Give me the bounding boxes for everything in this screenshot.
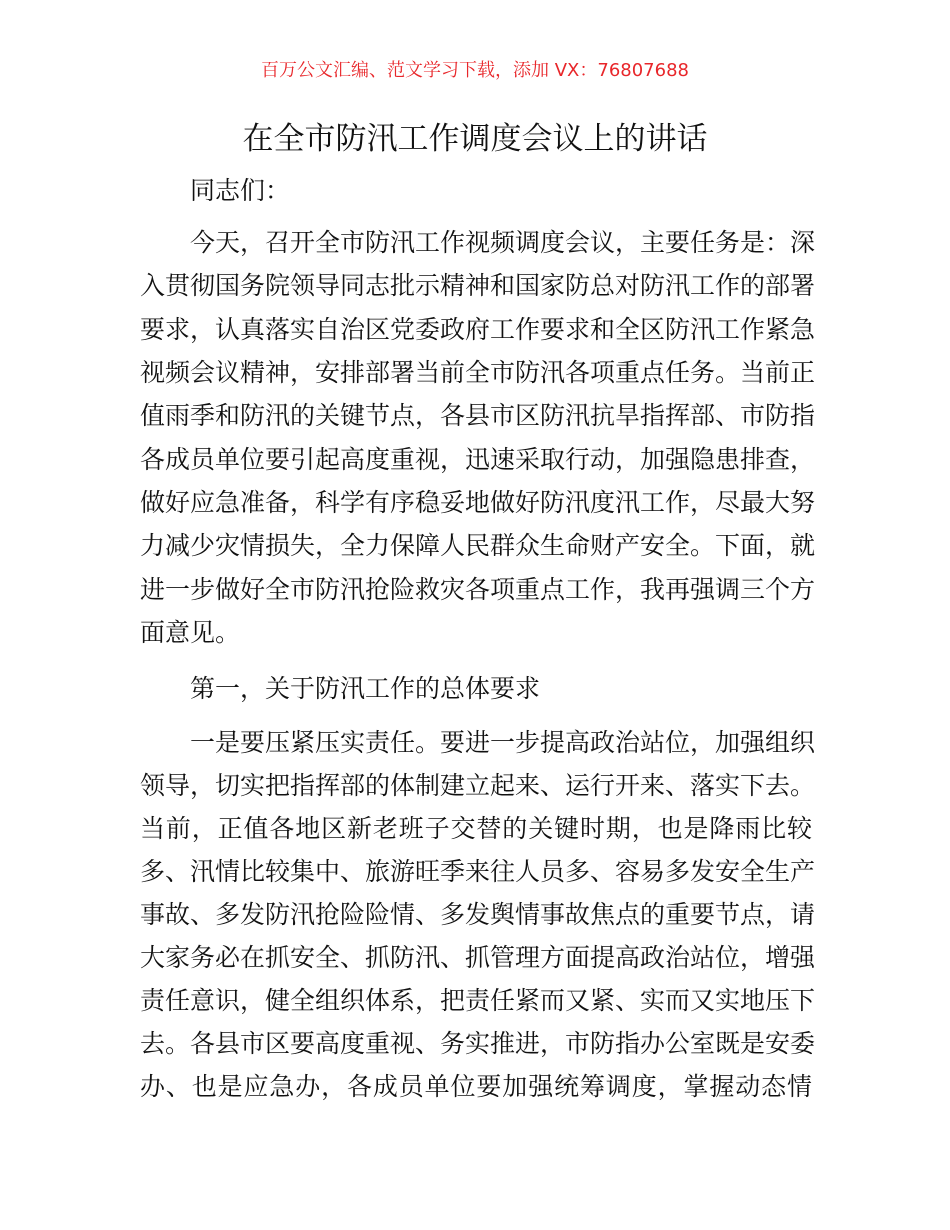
paragraph-line: 今天，召开全市防汛工作视频调度会议，主要任务是：深 — [190, 228, 816, 257]
watermark-header: 百万公文汇编、范文学习下载，添加 VX：76807688 — [261, 60, 689, 81]
paragraph-line: 一是要压紧压实责任。要进一步提高政治站位，加强组织 — [190, 728, 816, 757]
paragraph-line: 入贯彻国务院领导同志批示精神和国家防总对防汛工作的部署 — [140, 271, 816, 300]
paragraph-line: 事故、多发防汛抢险险情、多发舆情事故焦点的重要节点，请 — [140, 900, 816, 929]
paragraph-line: 去。各县市区要高度重视、务实推进，市防指办公室既是安委 — [140, 1029, 816, 1058]
paragraph-line: 做好应急准备，科学有序稳妥地做好防汛度汛工作，尽最大努 — [140, 488, 816, 517]
paragraph-line: 办、也是应急办，各成员单位要加强统筹调度，掌握动态情 — [140, 1072, 812, 1101]
paragraph-line: 责任意识，健全组织体系，把责任紧而又紧、实而又实地压下 — [140, 986, 816, 1015]
paragraph-line: 各成员单位要引起高度重视，迅速采取行动，加强隐患排查， — [140, 445, 816, 474]
salutation: 同志们： — [190, 176, 291, 205]
document-title: 在全市防汛工作调度会议上的讲话 — [242, 121, 708, 157]
paragraph-line: 多、汛情比较集中、旅游旺季来往人员多、容易多发安全生产 — [140, 857, 816, 886]
paragraph-line: 大家务必在抓安全、抓防汛、抓管理方面提高政治站位，增强 — [140, 943, 816, 972]
paragraph-line: 进一步做好全市防汛抢险救灾各项重点工作，我再强调三个方 — [140, 575, 816, 604]
paragraph-line: 视频会议精神，安排部署当前全市防汛各项重点任务。当前正 — [140, 358, 816, 387]
paragraph-line: 当前，正值各地区新老班子交替的关键时期，也是降雨比较 — [140, 814, 812, 843]
paragraph-line: 值雨季和防汛的关键节点，各县市区防汛抗旱指挥部、市防指 — [140, 401, 816, 430]
section-heading: 第一，关于防汛工作的总体要求 — [190, 674, 541, 703]
paragraph-line: 领导，切实把指挥部的体制建立起来、运行开来、落实下去。 — [140, 771, 816, 800]
paragraph-line: 要求，认真落实自治区党委政府工作要求和全区防汛工作紧急 — [140, 315, 816, 344]
paragraph-line: 力减少灾情损失，全力保障人民群众生命财产安全。下面，就 — [140, 531, 816, 560]
paragraph-line: 面意见。 — [140, 618, 241, 647]
